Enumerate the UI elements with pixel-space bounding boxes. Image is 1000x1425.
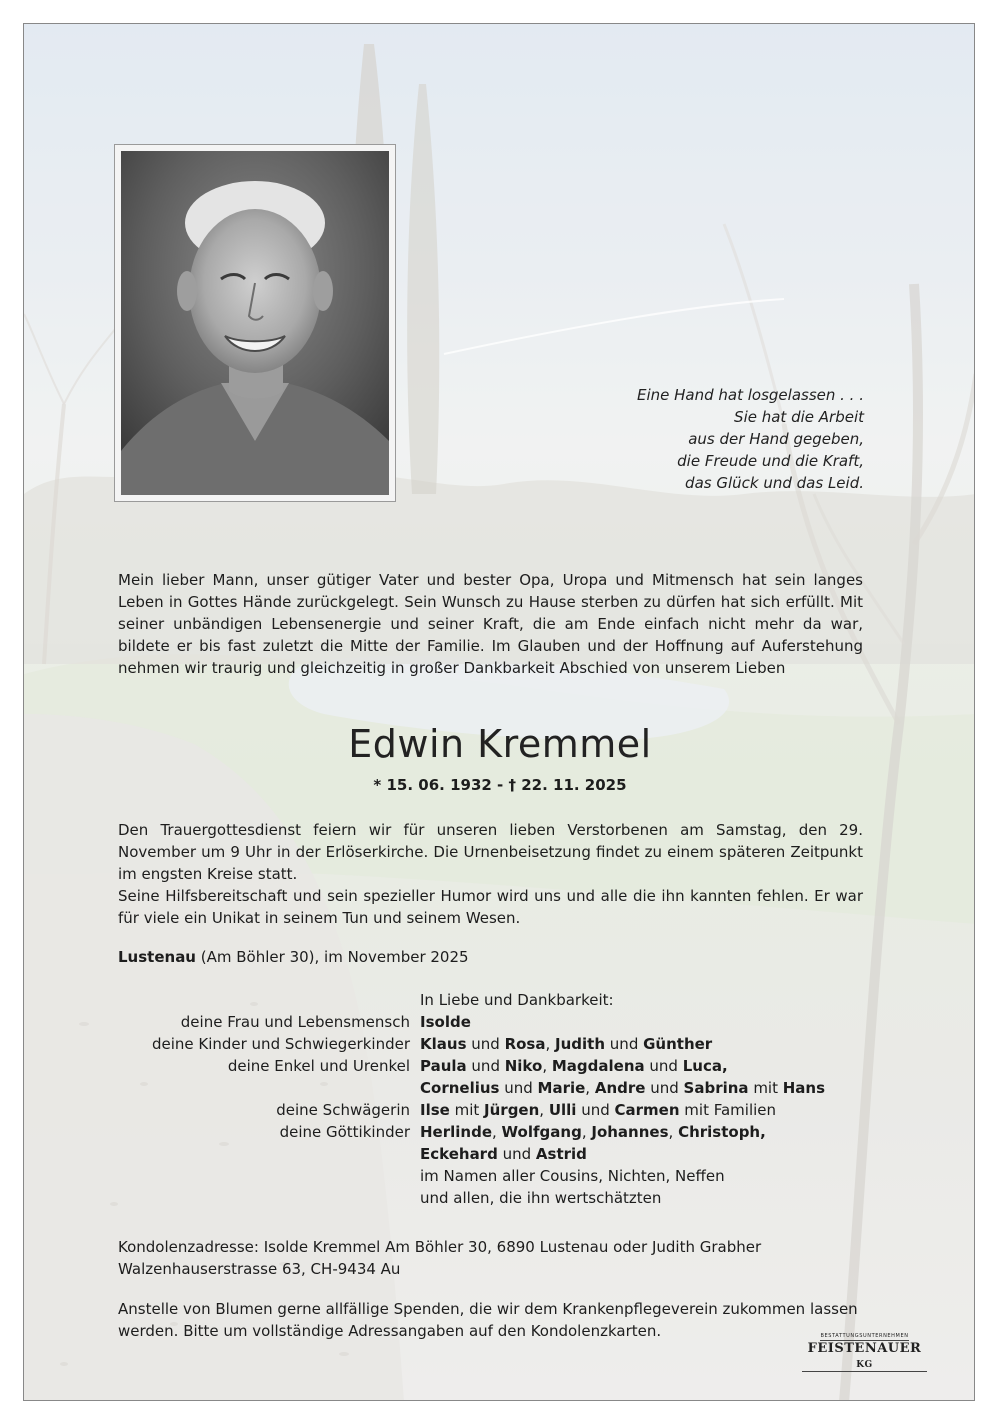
portrait-frame [114,144,396,502]
deceased-name: Edwin Kremmel [348,722,652,766]
mourner-relation: deine Schwägerin [276,1101,410,1119]
condolence-address: Kondolenzadresse: Isolde Kremmel Am Böhler 30, 6890 Lustenau oder Judith Grabher Walzenhauserstrasse 63, CH-9434 Au [118,1238,762,1278]
poem-line: die Freude und die Kraft, [677,452,864,470]
mourner-relation: deine Kinder und Schwiegerkinder [151,1035,410,1053]
mourner-names: Isolde [420,1013,471,1031]
logo-name: FEISTENAUER [807,1341,922,1356]
mourner-relation: deine Frau und Lebensmensch [180,1013,410,1031]
poem [524,384,864,494]
donation-note: Anstelle von Blumen gerne allfällige Spenden, die wir dem Krankenpflegeverein zukommen lassen werden. Bitte um vollständige Adressangaben auf den Kondolenzkarten. [118,1300,858,1340]
mourner-names: Herlinde, Wolfgang, Johannes, Christoph, [420,1123,766,1141]
mourner-relation: deine Enkel und Urenkel [227,1057,410,1075]
mourner-relation: deine Göttikinder [279,1123,410,1141]
funeral-home-logo [802,1322,927,1370]
logo-suffix: KG [856,1360,873,1370]
mourner-names: Eckehard und Astrid [420,1145,587,1163]
mourner-names: Paula und Niko, Magdalena und Luca, [420,1057,728,1075]
place-town: Lustenau [118,948,196,966]
mourner-names: Cornelius und Marie, Andre und Sabrina mit Hans [420,1079,826,1097]
place-date-line [118,946,863,968]
mourner-names: Klaus und Rosa, Judith und Günther [420,1035,713,1053]
place-rest: (Am Böhler 30), im November 2025 [196,948,469,966]
poem-line: aus der Hand gegeben, [688,430,864,448]
service-paragraph [118,819,863,929]
mourners-heading: In Liebe und Dankbarkeit: [420,991,614,1009]
remembrance-text: Seine Hilfsbereitschaft und sein spezieller Humor wird uns und alle die ihn kannten fehlen. Er war für viele ein Unikat in seinem Tun und seinem Wesen. [118,887,863,927]
portrait-photo [121,151,389,495]
intro-paragraph: Mein lieber Mann, unser gütiger Vater und bester Opa, Uropa und Mitmensch hat sein langes Leben in Gottes Hände zurückgelegt. Sein Wunsch zu Hause sterben zu dürfen hat sich erfüllt. Mit seiner unbändigen Lebensenergie und seiner Kraft, die am Ende einfach nicht mehr da war, bildete er bis fast zuletzt die Mitte der Familie. Im Glauben und der Hoffnung auf Auferstehung nehmen wir traurig und gleichzeitig in großer Dankbarkeit Abschied von unserem Lieben [118,571,863,677]
service-text: Den Trauergottesdienst feiern wir für unseren lieben Verstorbenen am Samstag, den 29. November um 9 Uhr in der Erlöserkirche. Die Urnenbeisetzung findet zu einem späteren Zeitpunkt im engsten Kreise statt. [118,821,863,883]
logo-tagline: BESTATTUNGSUNTERNEHMEN [820,1333,909,1339]
mourner-names: Ilse mit Jürgen, Ulli und Carmen mit Familien [420,1101,777,1119]
poem-line: Eine Hand hat losgelassen . . . [636,386,864,404]
mourners-list [118,989,878,1209]
poem-line: Sie hat die Arbeit [734,408,864,426]
poem-line: das Glück und das Leid. [685,474,864,492]
mourners-closing: im Namen aller Cousins, Nichten, Neffen [420,1167,725,1185]
mourners-closing: und allen, die ihn wertschätzten [420,1189,662,1207]
life-dates: * 15. 06. 1932 - † 22. 11. 2025 [373,776,627,794]
obituary-frame [23,23,975,1401]
